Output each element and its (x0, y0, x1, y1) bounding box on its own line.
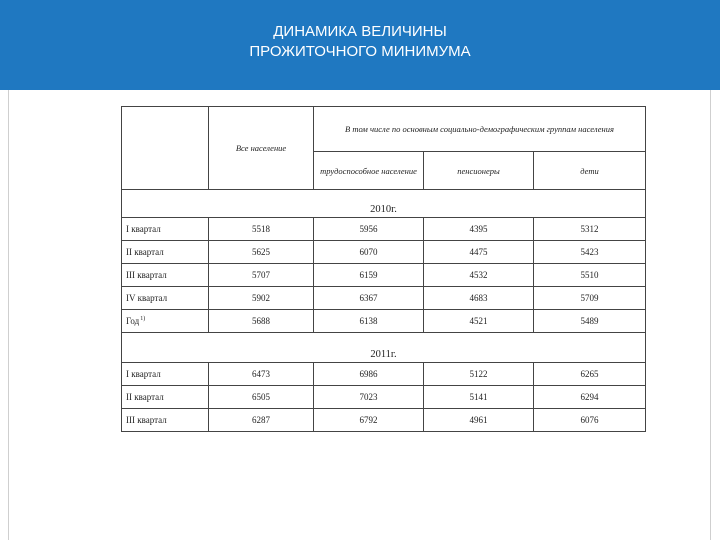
row-label-cell (122, 310, 209, 333)
value-all: 5625 (209, 241, 314, 264)
value-children: 5709 (534, 287, 646, 310)
value-children: 5489 (534, 310, 646, 333)
header-all-population: Все население (209, 107, 314, 190)
header-children: дети (534, 152, 646, 190)
value-pensioners: 4395 (424, 218, 534, 241)
value-working: 7023 (314, 386, 424, 409)
row-label: I квартал (126, 369, 161, 379)
year-row (122, 190, 646, 218)
value-all: 5688 (209, 310, 314, 333)
value-pensioners: 4683 (424, 287, 534, 310)
row-label-cell (122, 363, 209, 386)
value-working: 6367 (314, 287, 424, 310)
year-label: 2011г. (122, 333, 646, 363)
value-working: 6159 (314, 264, 424, 287)
row-label-cell (122, 218, 209, 241)
slide-title-line-1: ДИНАМИКА ВЕЛИЧИНЫ (273, 23, 447, 40)
value-working: 6070 (314, 241, 424, 264)
value-pensioners: 4532 (424, 264, 534, 287)
row-label: IV квартал (126, 293, 168, 303)
header-working-age: трудоспособное население (314, 152, 424, 190)
row-label: II квартал (126, 247, 164, 257)
header-group-caption: В том числе по основным социально-демографическим группам населения (314, 107, 646, 152)
frame-border-left (8, 90, 9, 540)
value-children: 5510 (534, 264, 646, 287)
row-label: III квартал (126, 415, 167, 425)
row-label-cell (122, 409, 209, 432)
value-all: 6287 (209, 409, 314, 432)
row-label: I квартал (126, 224, 161, 234)
subsistence-minimum-table (121, 106, 646, 432)
row-label: III квартал (126, 270, 167, 280)
row-label-cell (122, 386, 209, 409)
value-children: 5423 (534, 241, 646, 264)
table-row (122, 218, 646, 241)
row-label-cell (122, 287, 209, 310)
value-working: 6986 (314, 363, 424, 386)
row-label: II квартал (126, 392, 164, 402)
row-label: Год (126, 316, 140, 326)
header-corner-cell (122, 107, 209, 190)
value-working: 6138 (314, 310, 424, 333)
value-working: 6792 (314, 409, 424, 432)
table-body (122, 190, 646, 432)
slide-header (0, 0, 720, 90)
row-label-cell (122, 264, 209, 287)
row-label-cell (122, 241, 209, 264)
value-pensioners: 5122 (424, 363, 534, 386)
table-row (122, 310, 646, 333)
table-header-row-1 (122, 107, 646, 152)
table-row (122, 409, 646, 432)
table-row (122, 241, 646, 264)
table-row (122, 363, 646, 386)
value-children: 5312 (534, 218, 646, 241)
frame-border-right (710, 90, 711, 540)
table-row (122, 287, 646, 310)
value-working: 5956 (314, 218, 424, 241)
value-children: 6076 (534, 409, 646, 432)
table-row (122, 386, 646, 409)
slide-title-line-2: ПРОЖИТОЧНОГО МИНИМУМА (249, 43, 471, 60)
value-pensioners: 4475 (424, 241, 534, 264)
value-all: 6505 (209, 386, 314, 409)
value-all: 5902 (209, 287, 314, 310)
value-children: 6265 (534, 363, 646, 386)
table-row (122, 264, 646, 287)
year-row (122, 333, 646, 363)
footnote-marker: 1) (140, 316, 146, 322)
value-pensioners: 5141 (424, 386, 534, 409)
value-all: 6473 (209, 363, 314, 386)
value-pensioners: 4961 (424, 409, 534, 432)
value-all: 5518 (209, 218, 314, 241)
value-all: 5707 (209, 264, 314, 287)
value-pensioners: 4521 (424, 310, 534, 333)
header-pensioners: пенсионеры (424, 152, 534, 190)
slide-title (0, 22, 720, 62)
year-label: 2010г. (122, 190, 646, 218)
value-children: 6294 (534, 386, 646, 409)
